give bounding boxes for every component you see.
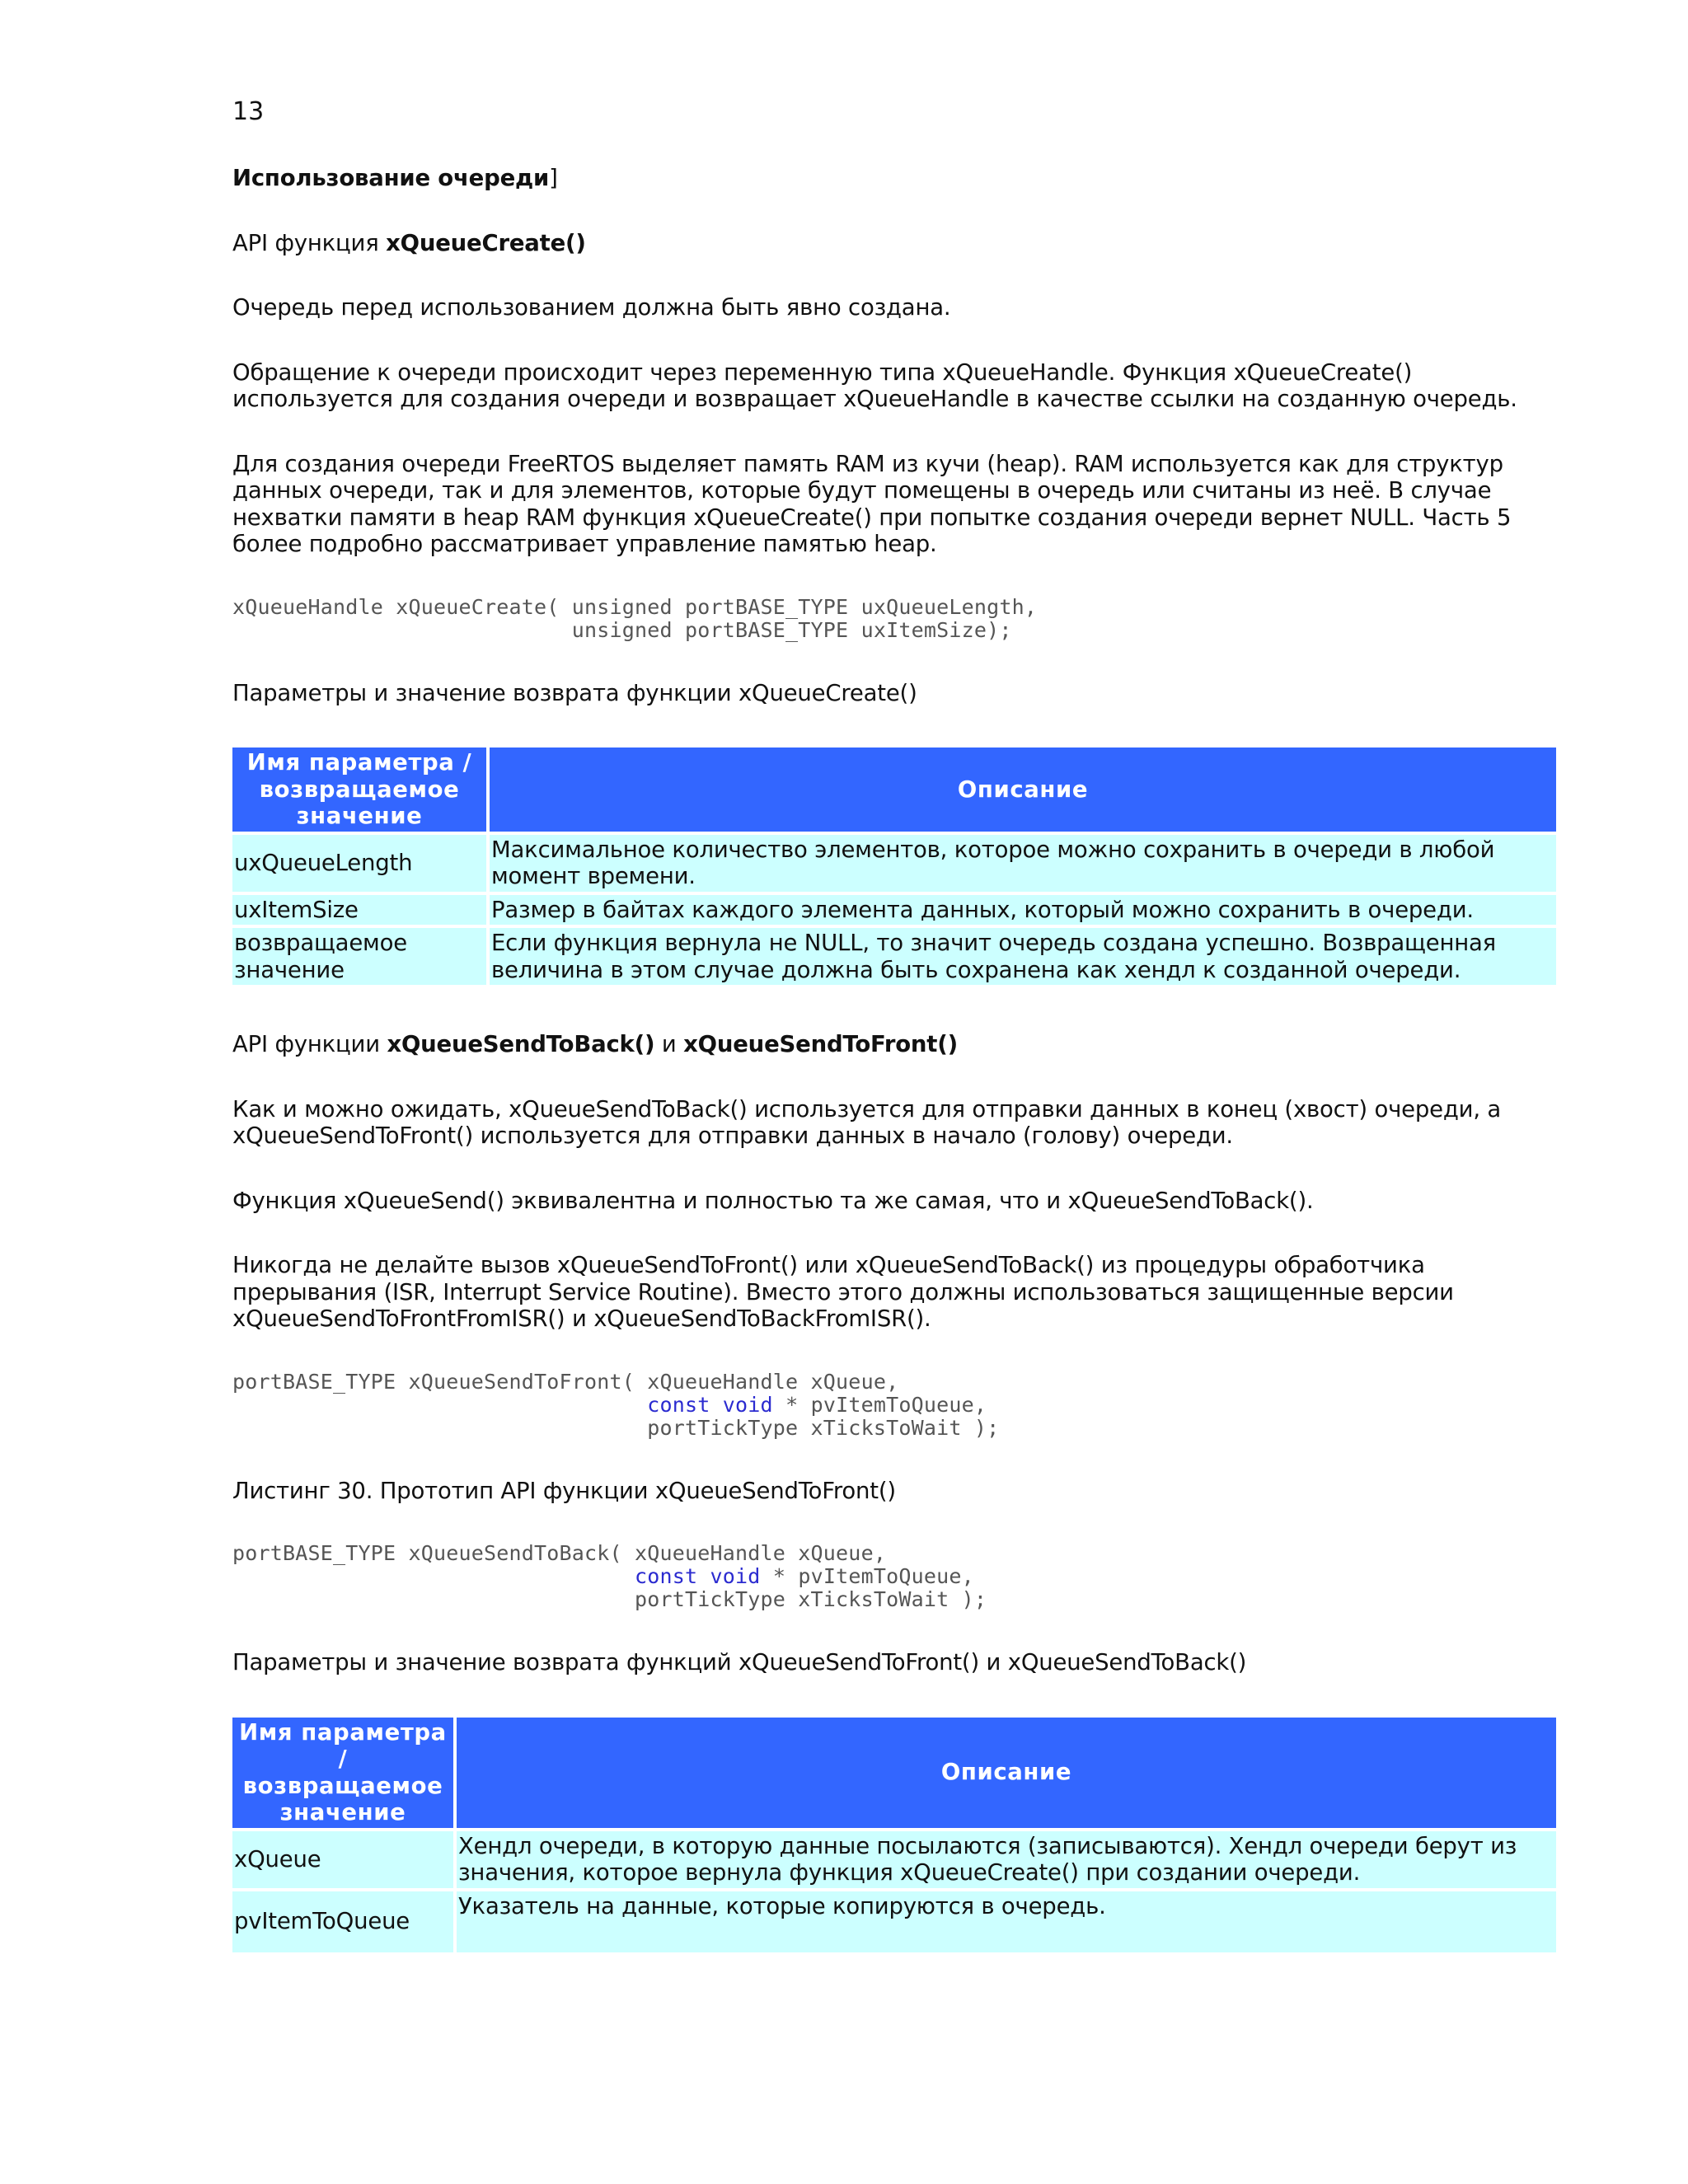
api-send-prefix: API функции bbox=[232, 1031, 387, 1057]
params-table-queue-create bbox=[229, 744, 1559, 988]
table-row bbox=[232, 1831, 1556, 1888]
api-create-prefix: API функция bbox=[232, 229, 387, 256]
param-name-cell: uxItemSize bbox=[232, 895, 486, 926]
table-row bbox=[232, 928, 1556, 985]
code-keyword: const void bbox=[635, 1564, 761, 1588]
paragraph: Как и можно ожидать, xQueueSendToBack() используется для отправки данных в конец (хвост) очереди, а xQueueSendToFront() используется для отправки данных в начало (голову) очереди. bbox=[232, 1095, 1502, 1149]
header-description: Описание bbox=[457, 1718, 1556, 1828]
table-header-row bbox=[232, 748, 1556, 832]
header-param-name: Имя параметра / возвращаемое значение bbox=[232, 748, 486, 832]
param-name-cell: xQueue bbox=[232, 1831, 453, 1888]
code-block-send-to-back bbox=[232, 1542, 1556, 1611]
api-send-name2: xQueueSendToFront() bbox=[683, 1031, 958, 1057]
param-desc-cell: Если функция вернула не NULL, то значит очередь создана успешно. Возвращенная величина в этом случае должна быть сохранена как хендл к созданной очереди. bbox=[490, 928, 1556, 985]
table-row bbox=[232, 1891, 1556, 1952]
param-name-cell: pvItemToQueue bbox=[232, 1891, 453, 1952]
listing30-caption: Листинг 30. Прототип API функции xQueueSendToFront() bbox=[232, 1477, 896, 1504]
table2-caption: Параметры и значение возврата функций xQueueSendToFront() и xQueueSendToBack() bbox=[232, 1649, 1247, 1675]
code-line: portBASE_TYPE xQueueSendToBack( xQueueHandle xQueue, bbox=[232, 1541, 887, 1565]
code-line: portBASE_TYPE xQueueSendToFront( xQueueHandle xQueue, bbox=[232, 1369, 899, 1394]
paragraph: Обращение к очереди происходит через переменную типа xQueueHandle. Функция xQueueCreate() используется для создания очереди и возвращает xQueueHandle в качестве ссылки на созданную очередь. bbox=[232, 359, 1517, 412]
params-table-queue-send bbox=[229, 1714, 1559, 1956]
code-indent bbox=[232, 1393, 647, 1417]
paragraph: Функция xQueueSend() эквивалентна и полностью та же самая, что и xQueueSendToBack(). bbox=[232, 1187, 1314, 1214]
table1-caption: Параметры и значение возврата функции xQueueCreate() bbox=[232, 679, 917, 706]
code-line: xQueueHandle xQueueCreate( unsigned portBASE_TYPE uxQueueLength, bbox=[232, 594, 1038, 619]
section-title-text: Использование очереди bbox=[232, 165, 550, 191]
table-row bbox=[232, 895, 1556, 926]
code-line: portTickType xTicksToWait ); bbox=[232, 1415, 1000, 1440]
api-create-name: xQueueCreate() bbox=[386, 229, 586, 256]
param-desc-cell: Размер в байтах каждого элемента данных, который можно сохранить в очереди. bbox=[490, 895, 1556, 926]
paragraph: Никогда не делайте вызов xQueueSendToFront() или xQueueSendToBack() из процедуры обработчика прерывания (ISR, Interrupt Service Routine). Вместо этого должны использоваться защищенные версии xQueueSendToFrontFromISR() и xQueueSendToBackFromISR(). bbox=[232, 1252, 1454, 1332]
code-line: portTickType xTicksToWait ); bbox=[232, 1587, 987, 1611]
section-title-suffix: ] bbox=[549, 165, 558, 191]
table-header-row bbox=[232, 1718, 1556, 1828]
param-desc-cell: Максимальное количество элементов, которое можно сохранить в очереди в любой момент времени. bbox=[490, 835, 1556, 892]
code-line-rest: * pvItemToQueue, bbox=[760, 1564, 974, 1588]
param-desc-cell: Указатель на данные, которые копируются в очередь. bbox=[457, 1891, 1556, 1952]
code-keyword: const void bbox=[647, 1392, 773, 1417]
code-line-rest: * pvItemToQueue, bbox=[772, 1392, 987, 1417]
api-send-middle: и bbox=[654, 1031, 684, 1057]
section-title bbox=[232, 165, 1556, 192]
param-desc-cell: Хендл очереди, в которую данные посылаются (записываются). Хендл очереди берут из значения, которое вернула функция xQueueCreate() при создании очереди. bbox=[457, 1831, 1556, 1888]
api-create-heading bbox=[232, 230, 1556, 257]
header-description: Описание bbox=[490, 748, 1556, 832]
param-name-cell: возвращаемое значение bbox=[232, 928, 486, 985]
paragraph: Очередь перед использованием должна быть явно создана. bbox=[232, 294, 951, 321]
api-send-name1: xQueueSendToBack() bbox=[387, 1031, 655, 1057]
paragraph: Для создания очереди FreeRTOS выделяет память RAM из кучи (heap). RAM используется как для структур данных очереди, так и для элементов, которые будут помещены в очередь или считаны из неё. В случае нехватки памяти в heap RAM функция xQueueCreate() при попытке создания очереди вернет NULL. Часть 5 более подробно рассматривает управление памятью heap. bbox=[232, 450, 1512, 557]
header-param-name: Имя параметра / возвращаемое значение bbox=[232, 1718, 453, 1828]
table-row bbox=[232, 835, 1556, 892]
code-block-send-to-front bbox=[232, 1371, 1556, 1440]
api-send-heading bbox=[232, 1031, 1556, 1058]
code-block-queue-create bbox=[232, 596, 1556, 642]
code-line: unsigned portBASE_TYPE uxItemSize); bbox=[232, 617, 1012, 642]
code-indent bbox=[232, 1564, 635, 1588]
param-name-cell: uxQueueLength bbox=[232, 835, 486, 892]
page-number: 13 bbox=[232, 97, 265, 126]
